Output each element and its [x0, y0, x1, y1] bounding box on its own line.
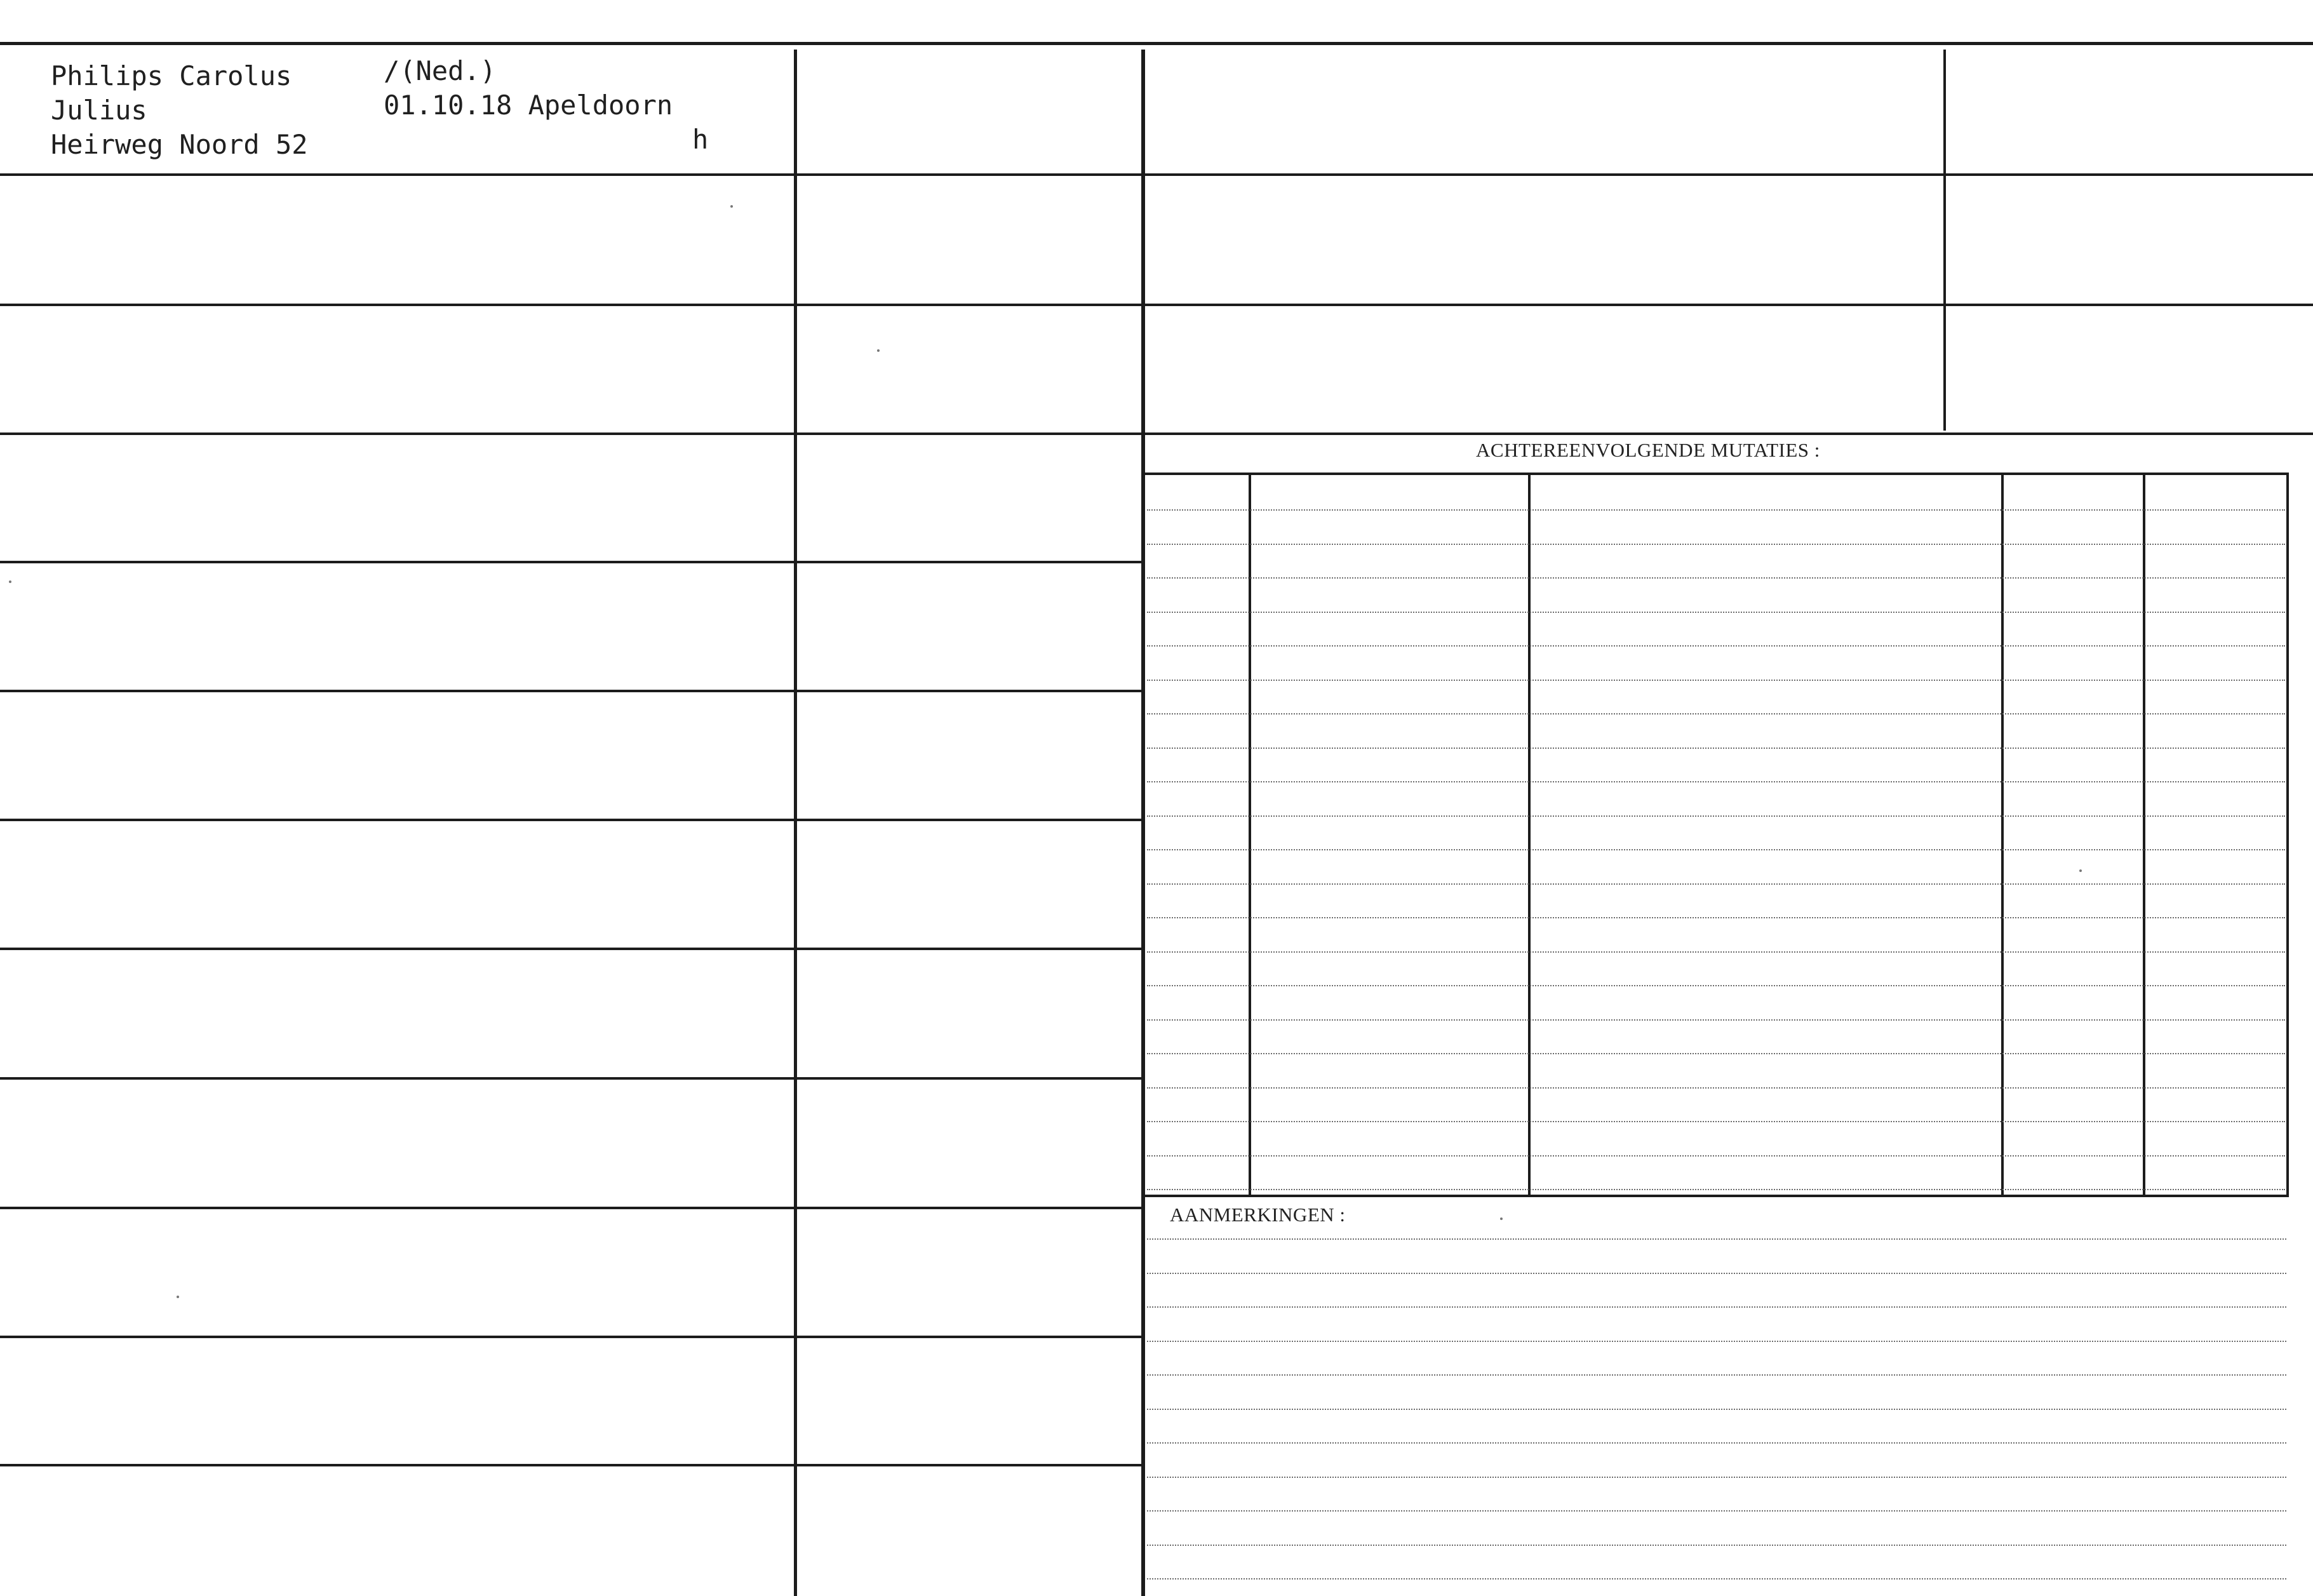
- remarks-ruled-line: [1147, 1442, 2286, 1444]
- scan-speck: [730, 205, 733, 208]
- birth-date-place: 01.10.18 Apeldoorn: [384, 90, 673, 121]
- mutations-ruled-line: [1147, 577, 2285, 579]
- mutations-ruled-line: [1147, 781, 2285, 782]
- marker-letter: h: [692, 124, 709, 155]
- top-edge-line: [0, 42, 2313, 45]
- mutations-ruled-line: [1147, 1087, 2285, 1089]
- left-row-line: [0, 561, 1143, 563]
- mutations-ruled-line: [1147, 645, 2285, 647]
- right-row-line: [1143, 173, 2313, 176]
- remarks-ruled-line: [1147, 1306, 2286, 1308]
- left-row-line: [0, 304, 1143, 306]
- scan-speck: [1500, 1217, 1503, 1220]
- remarks-ruled-line: [1147, 1510, 2286, 1512]
- mutations-header-line: [1143, 473, 2289, 475]
- mutations-ruled-line: [1147, 1155, 2285, 1157]
- remarks-ruled-line: [1147, 1545, 2286, 1546]
- remarks-heading: AANMERKINGEN :: [1170, 1204, 1346, 1226]
- scan-speck: [2079, 869, 2082, 872]
- left-row-line: [0, 433, 1143, 435]
- mutations-ruled-line: [1147, 985, 2285, 986]
- mutations-ruled-line: [1147, 1019, 2285, 1021]
- remarks-ruled-line: [1147, 1238, 2286, 1240]
- remarks-ruled-line: [1147, 1578, 2286, 1579]
- left-row-line: [0, 819, 1143, 821]
- column-divider-1: [794, 50, 797, 1596]
- mutations-ruled-line: [1147, 815, 2285, 817]
- mutations-ruled-line: [1147, 748, 2285, 749]
- first-names-line-1: Philips Carolus: [51, 60, 292, 91]
- remarks-ruled-line: [1147, 1341, 2286, 1342]
- left-row-line: [0, 690, 1143, 692]
- mutations-bottom-line: [1143, 1195, 2289, 1197]
- mutations-ruled-line: [1147, 917, 2285, 918]
- mutations-ruled-line: [1147, 883, 2285, 885]
- mutations-ruled-line: [1147, 1189, 2285, 1190]
- mutations-col-divider: [2286, 475, 2289, 1195]
- column-divider-2: [1141, 50, 1145, 1596]
- remarks-ruled-line: [1147, 1409, 2286, 1410]
- mutations-ruled-line: [1147, 849, 2285, 850]
- left-row-line: [0, 173, 1143, 176]
- left-row-line: [0, 1077, 1143, 1080]
- remarks-ruled-line: [1147, 1477, 2286, 1478]
- scan-speck: [177, 1296, 179, 1298]
- right-row-line: [1143, 304, 2313, 306]
- remarks-ruled-line: [1147, 1374, 2286, 1376]
- mutations-ruled-line: [1147, 951, 2285, 953]
- mutations-ruled-line: [1147, 544, 2285, 545]
- mutations-ruled-line: [1147, 680, 2285, 681]
- mutations-ruled-line: [1147, 713, 2285, 714]
- nationality: /(Ned.): [384, 55, 497, 86]
- mutations-ruled-line: [1147, 612, 2285, 613]
- address: Heirweg Noord 52: [51, 129, 308, 160]
- remarks-ruled-line: [1147, 1273, 2286, 1274]
- first-names-line-2: Julius: [51, 95, 147, 126]
- scan-speck: [877, 349, 880, 352]
- mutations-ruled-line: [1147, 509, 2285, 511]
- right-row-line: [1143, 433, 2313, 435]
- scan-speck: [9, 580, 11, 583]
- left-row-line: [0, 1207, 1143, 1209]
- mutations-heading: ACHTEREENVOLGENDE MUTATIES :: [1476, 439, 1820, 461]
- left-row-line: [0, 1464, 1143, 1466]
- column-divider-3: [1943, 50, 1946, 431]
- left-row-line: [0, 1336, 1143, 1338]
- left-row-line: [0, 948, 1143, 950]
- mutations-ruled-line: [1147, 1121, 2285, 1122]
- mutations-ruled-line: [1147, 1053, 2285, 1054]
